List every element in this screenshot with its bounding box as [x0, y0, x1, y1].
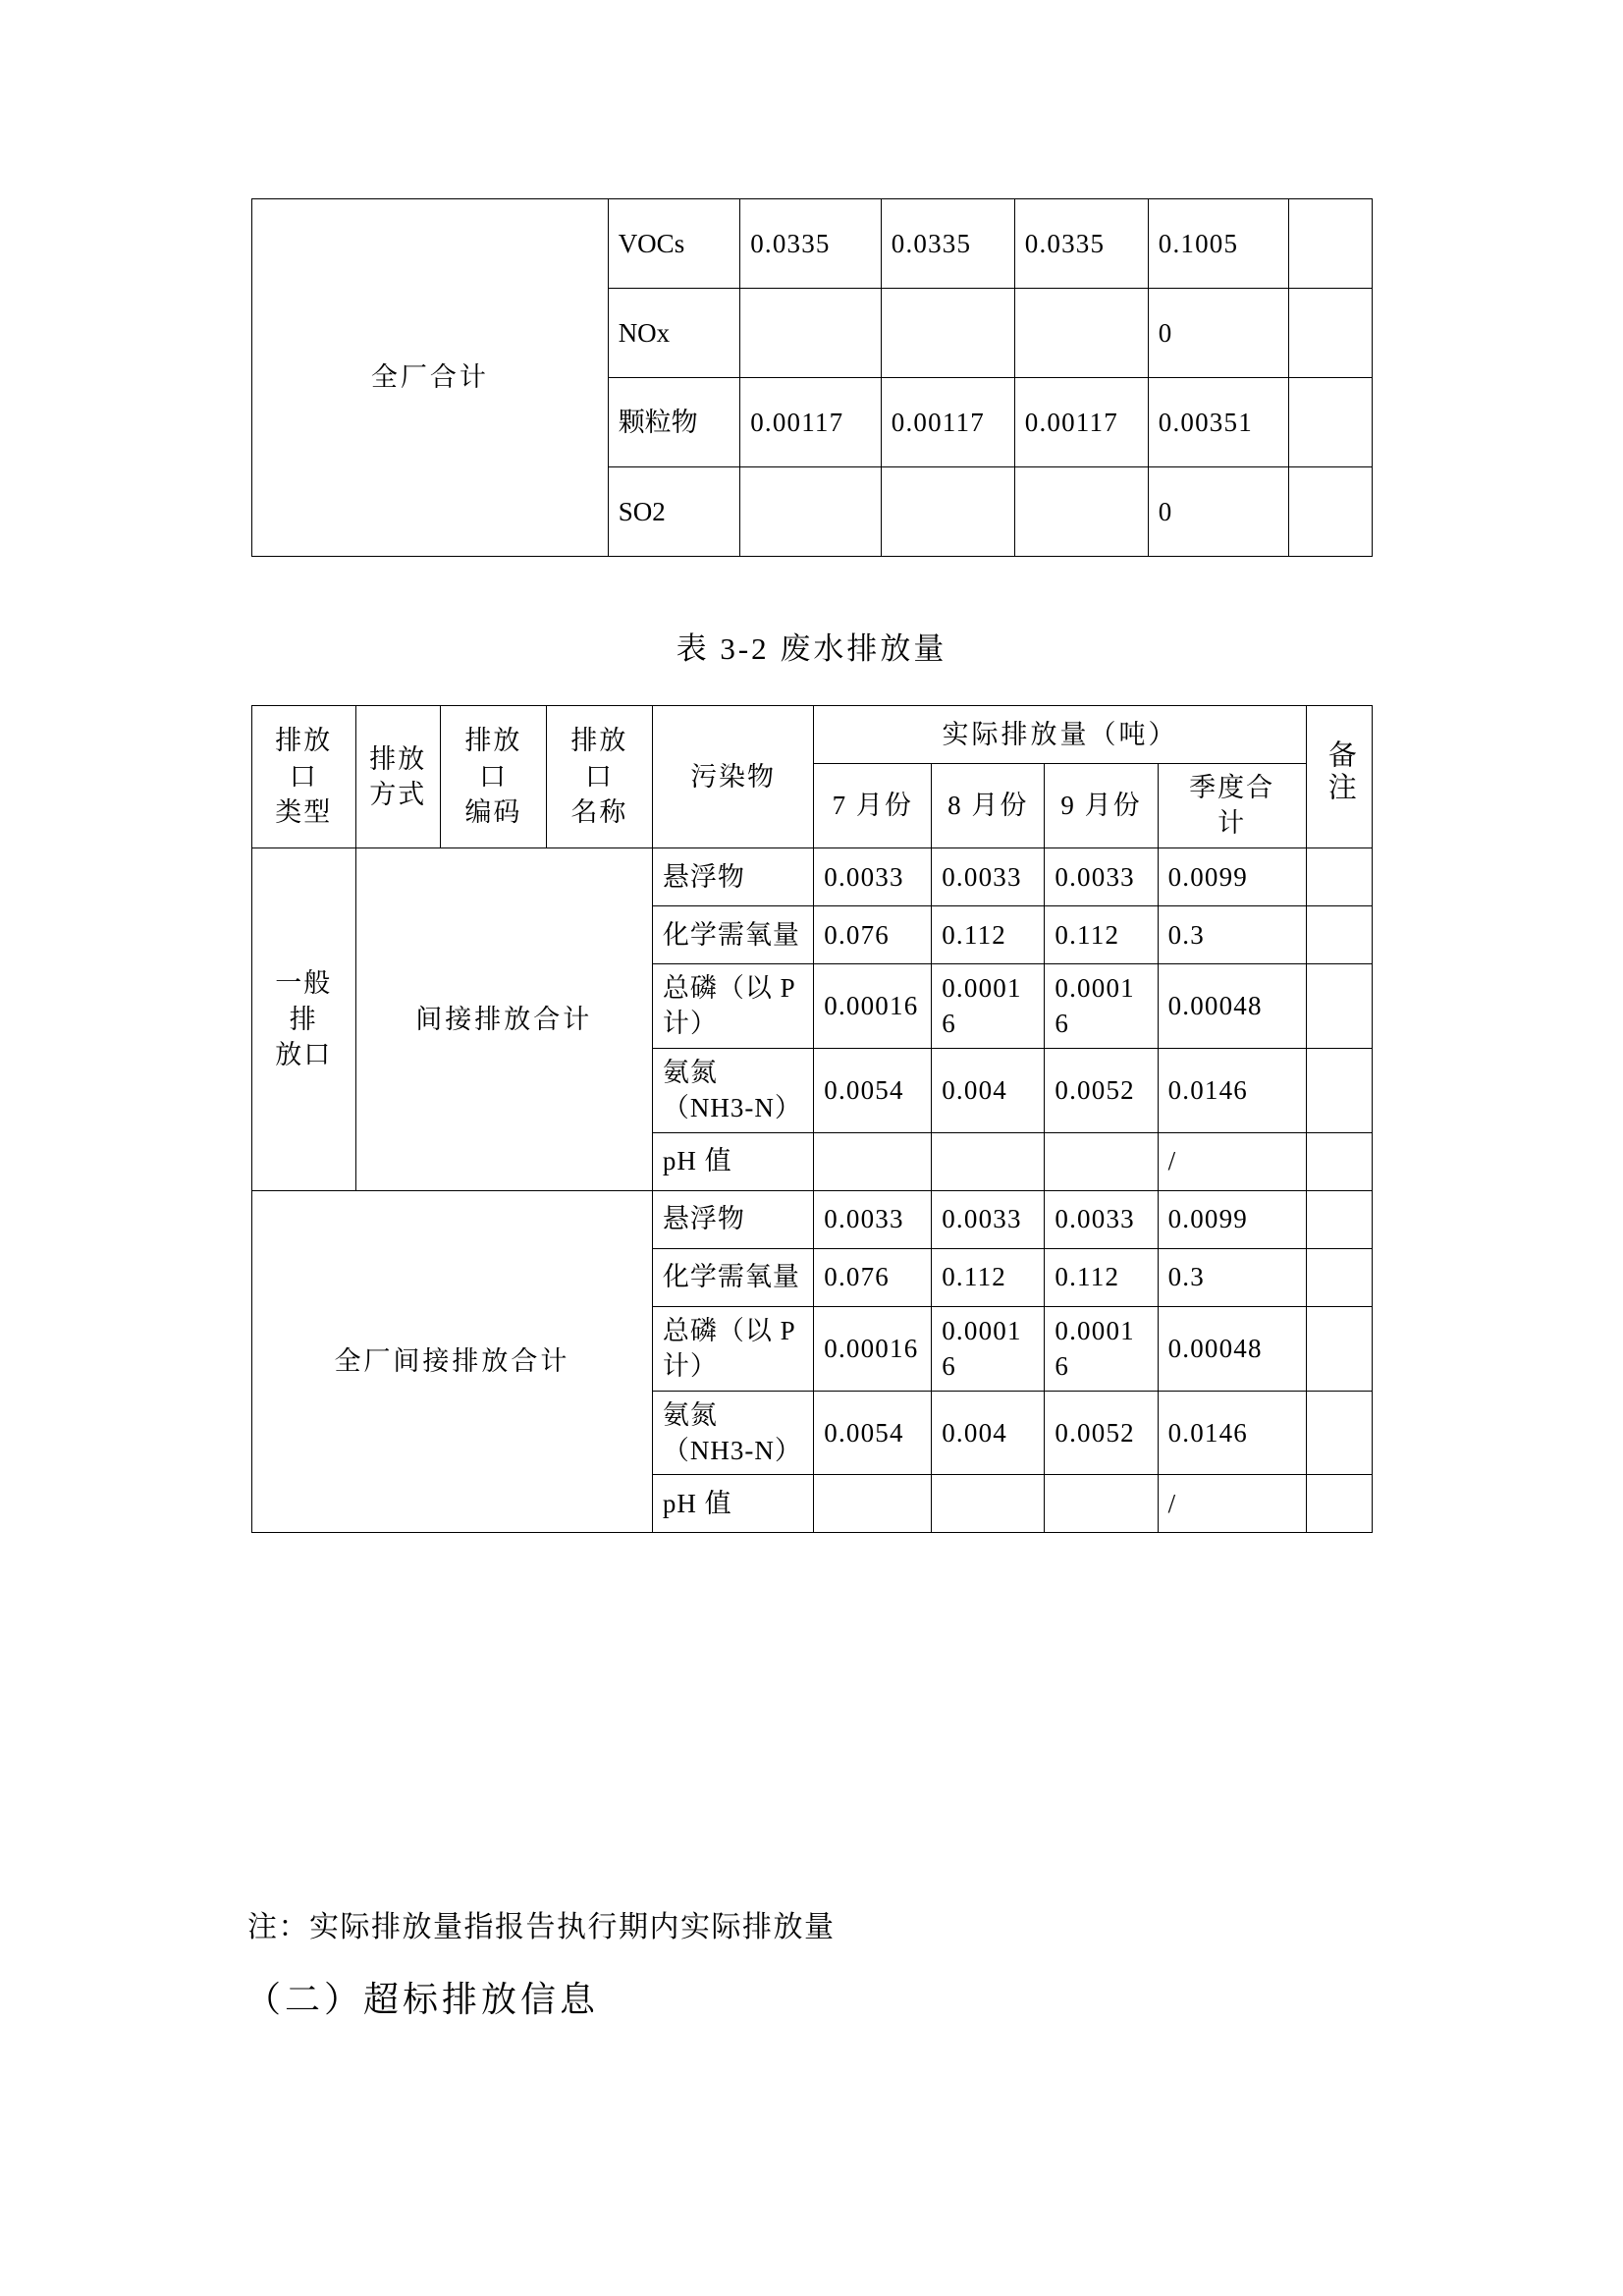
- remark-cell: [1289, 199, 1373, 289]
- section-heading: （二）超标排放信息: [245, 1980, 600, 2019]
- value-quarter: 0.0146: [1158, 1391, 1306, 1475]
- value-quarter: 0.00048: [1158, 963, 1306, 1048]
- header-quarter-total-line2: 计: [1217, 808, 1247, 839]
- outlet-type-value: [252, 847, 356, 1190]
- value-september: 0.0052: [1045, 1391, 1158, 1475]
- value-july: [814, 1132, 932, 1190]
- remark-cell: [1306, 905, 1372, 963]
- value-quarter: /: [1158, 1132, 1306, 1190]
- header-outlet-name-line2: 名称: [570, 797, 628, 828]
- header-outlet-type-line1: 排放口: [275, 726, 333, 792]
- value-july: [740, 467, 882, 557]
- value-quarter: 0: [1148, 467, 1289, 557]
- value-august: 0.00016: [932, 963, 1045, 1048]
- pollutant-cell: VOCs: [608, 199, 740, 289]
- value-july: 0.00016: [814, 963, 932, 1048]
- table-header-row-1: [252, 706, 1373, 764]
- value-september: [1045, 1475, 1158, 1533]
- value-september: 0.0033: [1045, 847, 1158, 905]
- table-footnote: 注：实际排放量指报告执行期内实际排放量: [247, 1911, 836, 1943]
- value-quarter: 0.3: [1158, 1248, 1306, 1306]
- header-outlet-name: [546, 706, 652, 848]
- remark-cell: [1306, 1306, 1372, 1391]
- value-quarter: 0.3: [1158, 905, 1306, 963]
- value-quarter: 0.1005: [1148, 199, 1289, 289]
- header-remark-text: 备注: [1324, 739, 1356, 805]
- header-remark: [1306, 706, 1372, 848]
- value-july: 0.0033: [814, 1190, 932, 1248]
- value-august: [932, 1475, 1045, 1533]
- value-quarter: 0: [1148, 289, 1289, 378]
- remark-cell: [1306, 1248, 1372, 1306]
- value-quarter: 0.0146: [1158, 1048, 1306, 1132]
- pollutant-cell: pH 值: [652, 1475, 813, 1533]
- header-discharge-mode-line2: 方式: [369, 779, 427, 809]
- value-july: 0.00117: [740, 378, 882, 467]
- value-august: 0.0033: [932, 847, 1045, 905]
- value-july: 0.076: [814, 905, 932, 963]
- indirect-discharge-total-label: 间接排放合计: [355, 847, 652, 1190]
- outlet-type-value-line2: 放口: [275, 1039, 333, 1069]
- value-july: 0.0054: [814, 1391, 932, 1475]
- header-pollutant: 污染物: [652, 706, 813, 848]
- pollutant-cell: 氨氮（NH3-N）: [652, 1048, 813, 1132]
- remark-cell: [1289, 467, 1373, 557]
- remark-cell: [1289, 289, 1373, 378]
- value-july: [740, 289, 882, 378]
- header-outlet-code: [440, 706, 546, 848]
- value-august: 0.112: [932, 1248, 1045, 1306]
- table-row: [252, 1190, 1373, 1248]
- value-august: [881, 467, 1014, 557]
- value-july: 0.076: [814, 1248, 932, 1306]
- waste-water-table-wrapper: [251, 705, 1373, 1533]
- remark-cell: [1306, 963, 1372, 1048]
- plant-indirect-discharge-total-label: 全厂间接排放合计: [252, 1190, 653, 1533]
- pollutant-cell: 颗粒物: [608, 378, 740, 467]
- value-september: [1014, 467, 1148, 557]
- pollutant-cell: 总磷（以 P 计）: [652, 963, 813, 1048]
- header-month-july: 7 月份: [814, 764, 932, 848]
- value-september: 0.112: [1045, 905, 1158, 963]
- remark-cell: [1289, 378, 1373, 467]
- value-august: 0.004: [932, 1048, 1045, 1132]
- remark-cell: [1306, 1048, 1372, 1132]
- pollutant-cell: pH 值: [652, 1132, 813, 1190]
- value-quarter: 0.0099: [1158, 1190, 1306, 1248]
- air-emission-table: [251, 198, 1373, 557]
- header-actual-emission-group: 实际排放量（吨）: [814, 706, 1306, 764]
- remark-cell: [1306, 1190, 1372, 1248]
- pollutant-cell: 总磷（以 P 计）: [652, 1306, 813, 1391]
- pollutant-cell: SO2: [608, 467, 740, 557]
- value-august: 0.0033: [932, 1190, 1045, 1248]
- header-quarter-total: [1158, 764, 1306, 848]
- pollutant-cell: 悬浮物: [652, 1190, 813, 1248]
- table-row: [252, 847, 1373, 905]
- pollutant-cell: NOx: [608, 289, 740, 378]
- value-august: 0.112: [932, 905, 1045, 963]
- value-july: [814, 1475, 932, 1533]
- air-emission-table-wrapper: [251, 198, 1373, 557]
- value-july: 0.0335: [740, 199, 882, 289]
- pollutant-cell: 化学需氧量: [652, 1248, 813, 1306]
- header-discharge-mode-line1: 排放: [369, 743, 427, 774]
- header-outlet-code-line1: 排放口: [464, 726, 522, 792]
- value-august: 0.00117: [881, 378, 1014, 467]
- remark-cell: [1306, 1132, 1372, 1190]
- value-september: 0.00016: [1045, 963, 1158, 1048]
- value-september: 0.0052: [1045, 1048, 1158, 1132]
- value-july: 0.0033: [814, 847, 932, 905]
- value-august: 0.0335: [881, 199, 1014, 289]
- waste-water-table: [251, 705, 1373, 1533]
- value-september: 0.0033: [1045, 1190, 1158, 1248]
- header-outlet-name-line1: 排放口: [570, 726, 628, 792]
- air-total-label: 全厂合计: [252, 199, 609, 557]
- table-caption: 表 3-2 废水排放量: [676, 631, 947, 666]
- value-august: 0.00016: [932, 1306, 1045, 1391]
- header-outlet-code-line2: 编码: [464, 797, 522, 828]
- pollutant-cell: 化学需氧量: [652, 905, 813, 963]
- value-august: [932, 1132, 1045, 1190]
- header-quarter-total-line1: 季度合: [1189, 773, 1275, 802]
- header-month-august: 8 月份: [932, 764, 1045, 848]
- remark-cell: [1306, 1475, 1372, 1533]
- value-quarter: 0.00351: [1148, 378, 1289, 467]
- value-september: [1045, 1132, 1158, 1190]
- value-august: 0.004: [932, 1391, 1045, 1475]
- value-july: 0.00016: [814, 1306, 932, 1391]
- value-july: 0.0054: [814, 1048, 932, 1132]
- outlet-type-value-line1: 一般排: [275, 968, 333, 1034]
- header-discharge-mode: [355, 706, 440, 848]
- pollutant-cell: 悬浮物: [652, 847, 813, 905]
- value-september: 0.00016: [1045, 1306, 1158, 1391]
- value-september: 0.0335: [1014, 199, 1148, 289]
- remark-cell: [1306, 1391, 1372, 1475]
- value-quarter: /: [1158, 1475, 1306, 1533]
- value-september: [1014, 289, 1148, 378]
- pollutant-cell: 氨氮（NH3-N）: [652, 1391, 813, 1475]
- value-september: 0.112: [1045, 1248, 1158, 1306]
- header-month-september: 9 月份: [1045, 764, 1158, 848]
- value-september: 0.00117: [1014, 378, 1148, 467]
- header-outlet-type-line2: 类型: [275, 797, 333, 828]
- value-quarter: 0.00048: [1158, 1306, 1306, 1391]
- remark-cell: [1306, 847, 1372, 905]
- table-row: [252, 199, 1373, 289]
- header-outlet-type: [252, 706, 356, 848]
- value-august: [881, 289, 1014, 378]
- value-quarter: 0.0099: [1158, 847, 1306, 905]
